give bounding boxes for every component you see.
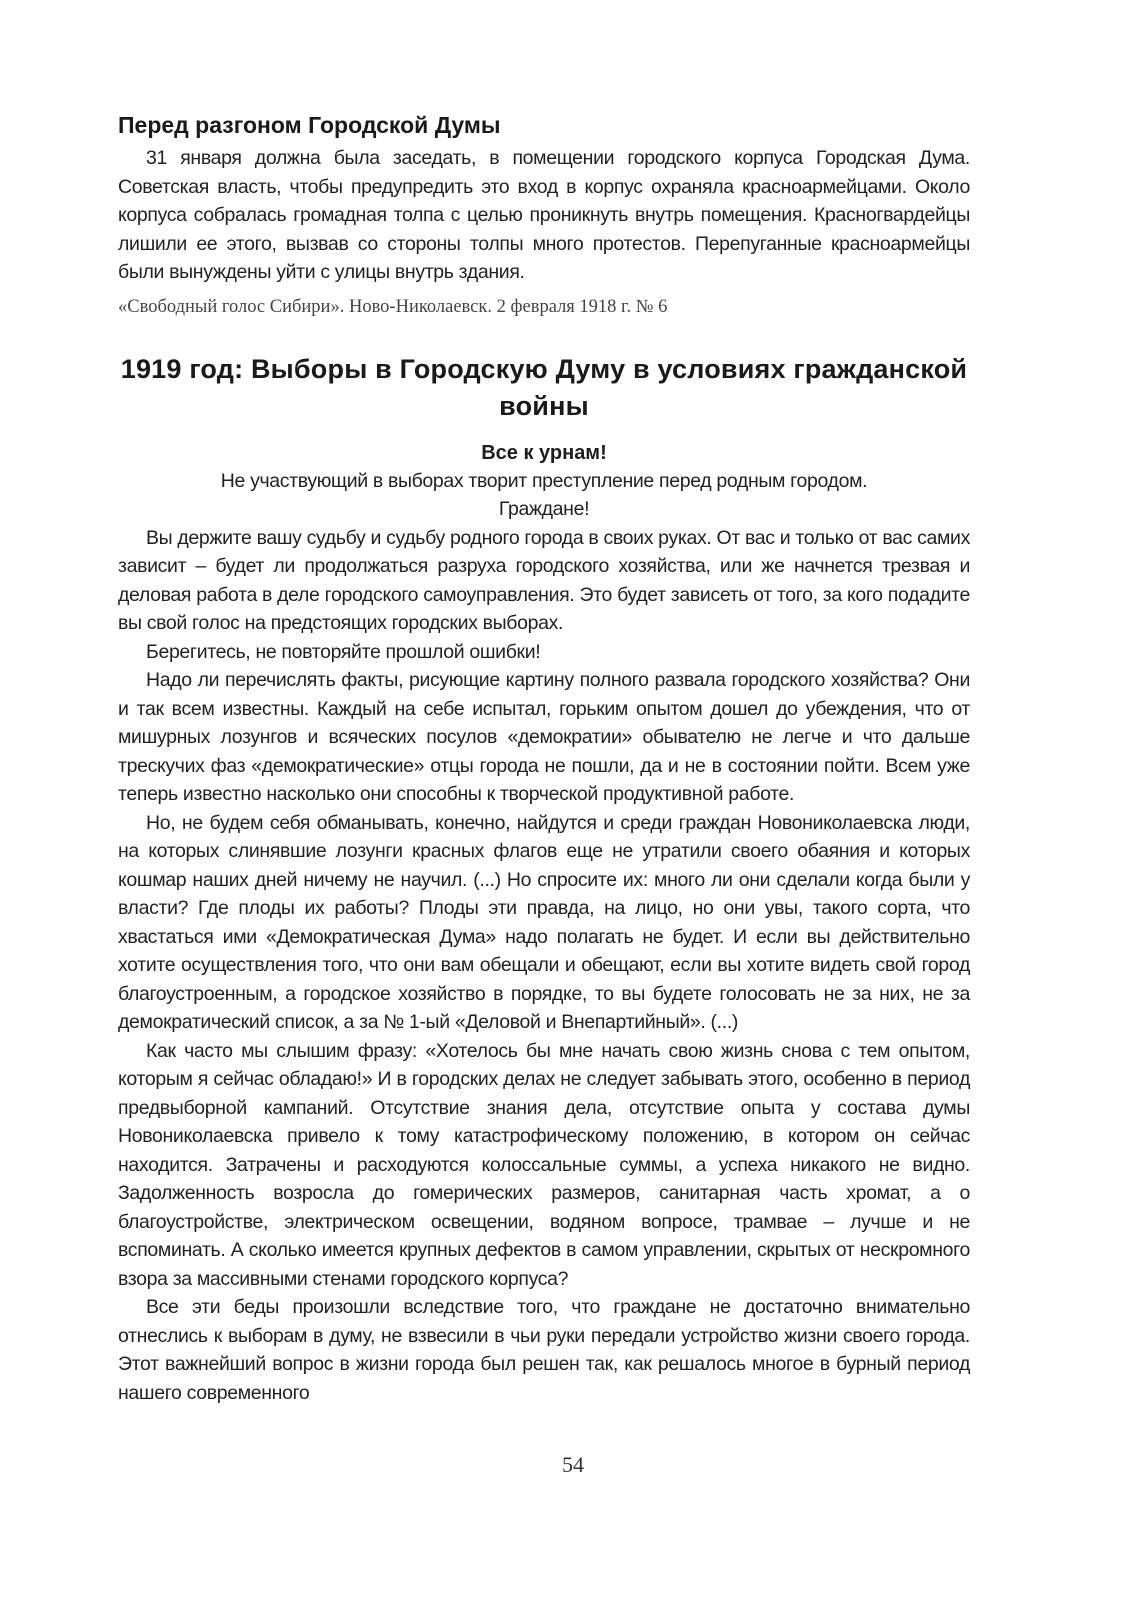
page-number: 54 xyxy=(562,1452,584,1477)
paragraph: Как часто мы слышим фразу: «Хотелось бы мне начать свою жизнь снова с тем опытом, которым я сейчас обладаю!» И в городских делах не следует забывать этого, особенно в период предвыборной кампаний. Отсутствие знания дела, отсутствие опыта у состава думы Новониколаевска привело к тому катастрофическому положению, в котором он сейчас находится. Затрачены и расходуются колоссальные суммы, а успеха никакого не видно. Задолженность возросла до гомерических размеров, санитарная часть хромат, а о благоустройстве, электрическом освещении, водяном вопросе, трамвае – лучше и не вспоминать. А сколько имеется крупных дефектов в самом управлении, скрытых от нескромного взора за массивными стенами городского корпуса? xyxy=(118,1039,970,1290)
appeal-address: Граждане! xyxy=(498,498,590,520)
paragraph: Надо ли перечислять факты, рисующие картину полного развала городского хозяйства? Они и так всем известны. Каждый на себе испытал, горьким опытом дошел до убеждения, что от мишурных лозунгов и всяческих посулов «демократии» обывателю не легче и что дальше трескучих фаз «демократические» отцы города не пошли, да и не в состоянии пойти. Всем уже теперь известно насколько они способны к творческой продуктивной работе. xyxy=(118,669,970,805)
section-title-duma-dispersal: Перед разгоном Городской Думы xyxy=(118,112,501,138)
section-title-1919-elections: 1919 год: Выборы в Городскую Думу в условиях гражданской войны xyxy=(120,353,968,421)
paragraph: 31 января должна была заседать, в помещении городского корпуса Городская Дума. Советская власть, чтобы предупредить это вход в корпус охраняла красноармейцами. Около корпуса собралась громадная толпа с целью проникнуть внутрь помещения. Красногвардейцы лишили ее этого, вызвав со стороны толпы много протестов. Перепуганные красноармейцы были вынуждены уйти с улицы внутрь здания. xyxy=(118,147,970,283)
source-citation: «Свободный голос Сибири». Ново-Николаевск. 2 февраля 1918 г. № 6 xyxy=(118,296,668,317)
paragraph: Вы держите вашу судьбу и судьбу родного города в своих руках. От вас и только от вас самих зависит – будет ли продолжаться разруха городского хозяйства, или же начнется трезвая и деловая работа в деле городского самоуправления. Это будет зависеть от того, за кого подадите вы свой голос на предстоящих городских выборах. xyxy=(118,526,970,634)
appeal-subtitle: Не участвующий в выборах творит преступление перед родным городом. xyxy=(220,469,868,492)
paragraph: Все эти беды произошли вследствие того, что граждане не достаточно внимательно отнеслись к выборам в думу, не взвесили в чьи руки передали устройство жизни своего города. Этот важнейший вопрос в жизни города был решен так, как решалось многое в бурный период нашего современного xyxy=(118,1296,970,1404)
paragraph: Берегитесь, не повторяйте прошлой ошибки! xyxy=(146,640,541,663)
slogan-heading: Все к урнам! xyxy=(481,441,607,464)
page-content xyxy=(118,110,970,1407)
paragraph: Но, не будем себя обманывать, конечно, найдутся и среди граждан Новониколаевска люди, на которых слинявшие лозунги красных флагов еще не утратили своего обаяния и которых кошмар наших дней ничему не научил. (...) Но спросите их: много ли они сделали когда были у власти? Где плоды их работы? Плоды эти правда, на лицо, но они увы, такого сорта, что хвастаться ими «Демократическая Дума» надо полагать не будет. И если вы действительно хотите осуществления того, что они вам обещали и обещают, если вы хотите видеть свой город благоустроенным, а городское хозяйство в порядке, то вы будете голосовать не за них, не за демократический список, а за № 1-ый «Деловой и Внепартийный». (...) xyxy=(118,811,970,1033)
